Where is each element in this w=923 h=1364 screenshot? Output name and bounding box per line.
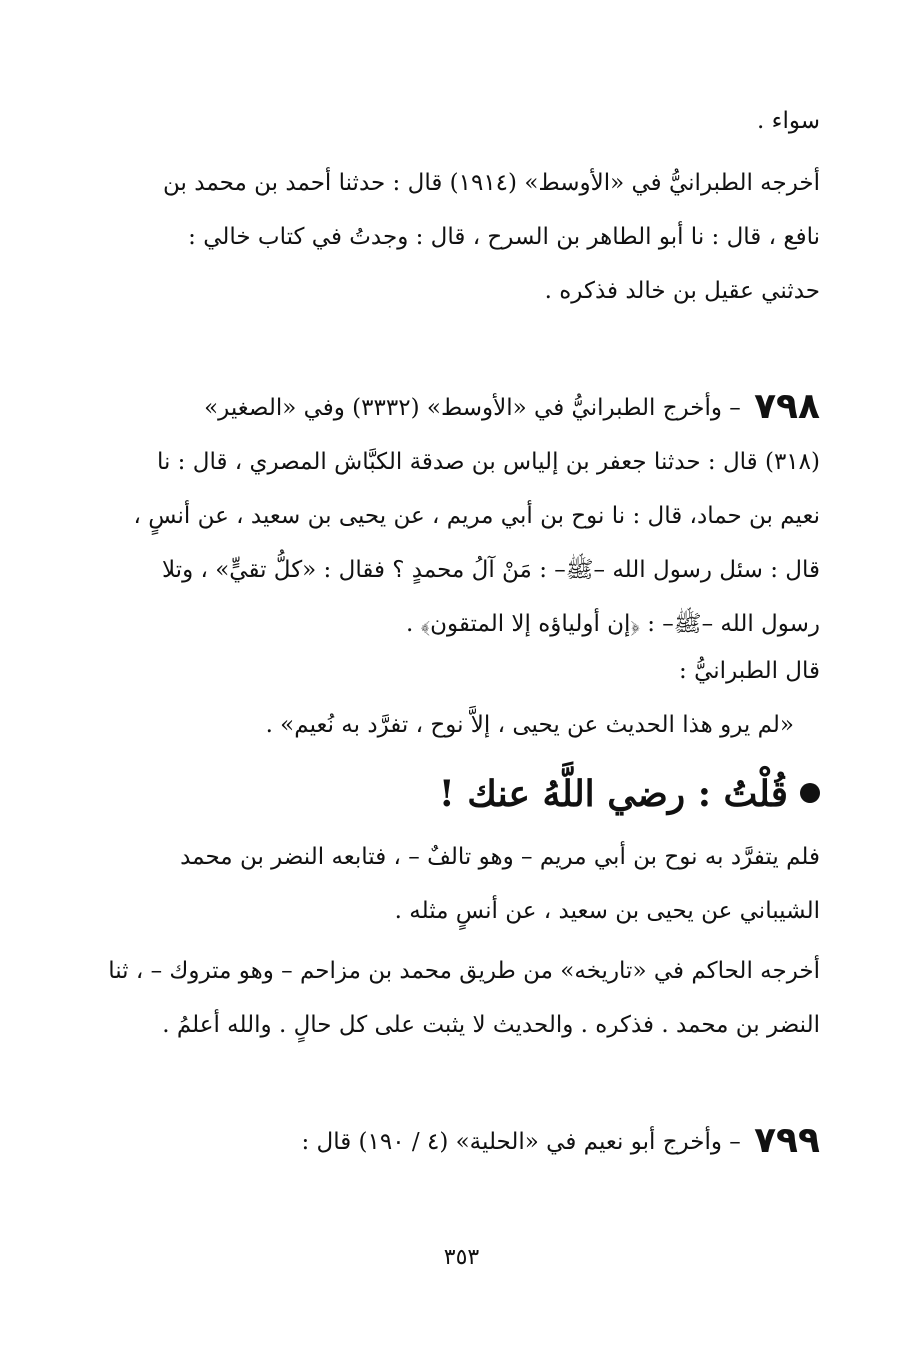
text-line: الشيباني عن يحيى بن سعيد ، عن أنسٍ مثله . [394,898,820,924]
text-line: فلم يتفرَّد به نوح بن أبي مريم – وهو تالفٌ – ، فتابعه النضر بن محمد [180,844,820,870]
paragraph-ending [108,94,820,148]
text-line: رسول الله –ﷺ– : ﴿إن أولياؤه إلا المتقون﴾ . [406,611,820,637]
text-line [108,380,820,435]
bullet-icon [800,783,820,803]
text-line: قال : سئل رسول الله –ﷺ– : مَنْ آلُ محمدٍ ؟ فقال : «كلُّ تقيٍّ» ، وتلا [161,557,820,583]
text-line: نافع ، قال : نا أبو الطاهر بن السرح ، قال : وجدتُ في كتاب خالي : [188,224,820,250]
paragraph-takhrij-1 [108,156,820,318]
paragraph-mutaba [108,830,820,938]
text-line [108,1114,820,1169]
heading-text: قُلْتُ : رضي اللَّهُ عنك ! [438,773,788,815]
hadith-799 [108,1114,820,1169]
hadith-798 [108,380,820,651]
text-line: سواء . [757,108,820,134]
hadith-number: ٧٩٩ [754,1120,820,1161]
page-number: ٣٥٣ [443,1245,480,1270]
hadith-intro: – وأخرج أبو نعيم في «الحلية» (٤ / ١٩٠) قال : [301,1129,741,1155]
hadith-number: ٧٩٨ [754,386,820,427]
text-line: نعيم بن حماد، قال : نا نوح بن أبي مريم ، عن يحيى بن سعيد ، عن أنسٍ ، [133,503,820,529]
tabarani-quote: «لم يرو هذا الحديث عن يحيى ، إلاَّ نوح ، تفرَّد به نُعيم» . [265,712,794,738]
tabarani-label: قال الطبرانيُّ : [679,658,820,684]
text-line: أخرجه الحاكم في «تاريخه» من طريق محمد بن مزاحم – وهو متروك – ، ثنا [108,958,820,984]
section-heading [108,764,820,824]
text-line: حدثني عقيل بن خالد فذكره . [544,278,820,304]
text-line: (٣١٨) قال : حدثنا جعفر بن إلياس بن صدقة الكبَّاش المصري ، قال : نا [156,449,820,475]
tabarani-comment [108,644,820,752]
text-line: أخرجه الطبرانيُّ في «الأوسط» (١٩١٤) قال : حدثنا أحمد بن محمد بن [163,170,820,196]
paragraph-takhrij-2 [108,944,820,1052]
hadith-intro: – وأخرج الطبرانيُّ في «الأوسط» (٣٣٣٢) وفي «الصغير» [204,395,741,421]
text-line: النضر بن محمد . فذكره . والحديث لا يثبت على كل حالٍ . والله أعلمُ . [162,1012,820,1038]
